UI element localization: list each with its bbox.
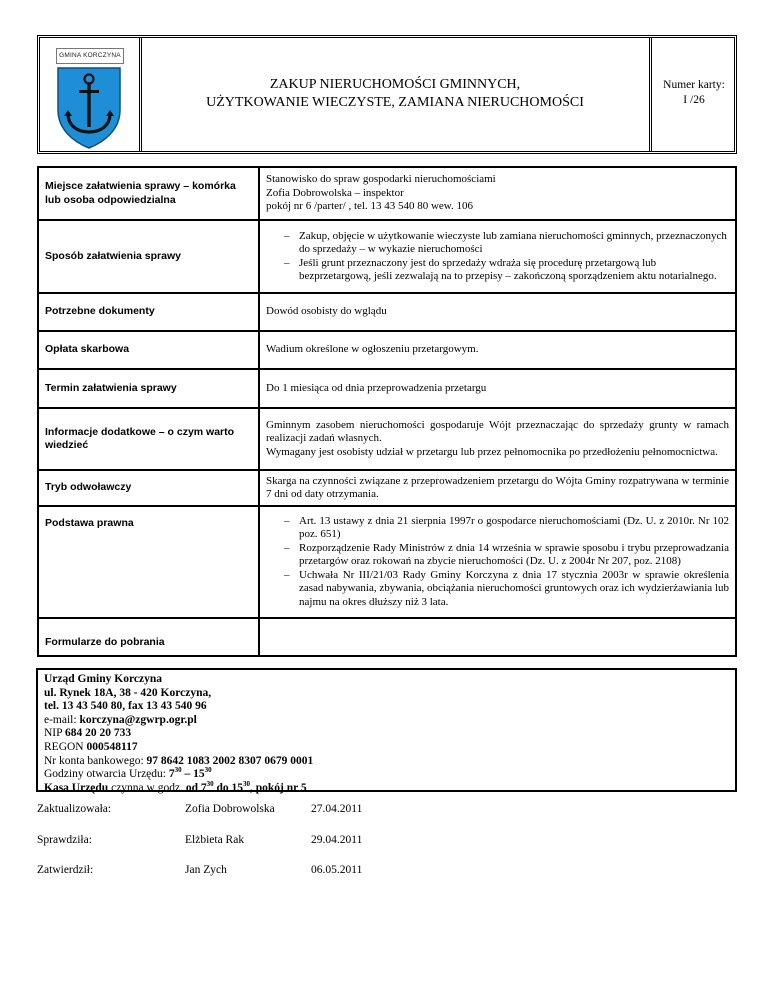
card-number-box [652,78,736,108]
value-oplata: Wadium określone w ogłoszeniu przetargowym. [259,331,736,369]
coat-of-arms-logo [52,66,126,150]
row-dokumenty [38,293,736,331]
value-informacje [259,408,736,470]
podstawa-item: – Rozporządzenie Rady Ministrów z dnia 14 września w sprawie sposobu i trybu przeprowadzania przetargów oraz rokowań na zbycie nieruchomości (Dz. U. z 2004r Nr 207, poz. 2108) [266,542,729,569]
office-hours [44,768,729,782]
label-miejsce: Miejsce załatwienia sprawy – komórka lub osoba odpowiedzialna [38,167,259,220]
footer-role: Sprawdziła: [37,834,92,846]
hours-dash: – [181,768,194,781]
value-tryb: Skarga na czynności związane z przeprowadzeniem przetargu do Wójta Gminy rozpatrywana w terminie 7 dni od daty otrzymania. [259,470,736,506]
sposob-item: – Jeśli grunt przeznaczony jest do sprzedaży wdraża się procedurę przetargową lub bezprzetargową, jeśli zezwalają na to przepisy – zakończoną sporządzeniem aktu notarialnego. [266,257,729,284]
sposob-item: – Zakup, objęcie w użytkowanie wieczyste lub zamiana nieruchomości gminnych, przeznaczonych do sprzedaży – w wykazie nieruchomości [266,230,729,257]
footer-date: 29.04.2011 [311,834,363,846]
cash-hours [44,779,729,796]
row-podstawa [38,506,736,618]
value-dokumenty: Dowód osobisty do wglądu [259,293,736,331]
informacje-line-1: Gminnym zasobem nieruchomości gospodaruje Wójt przeznaczając do sprzedaży grunty w ramach realizacji zadań własnych. [266,418,729,445]
hours-label: Godziny otwarcia Urzędu: [44,768,169,781]
nip-label: NIP [44,727,65,740]
footer-date: 06.05.2011 [311,864,363,876]
podstawa-item: – Uchwała Nr III/21/03 Rady Gminy Korczyna z dnia 17 stycznia 2003r w sprawie określenia zasad nabywania, zbywania, obciążania nieruchomości gruntowych oraz ich wydzierżawiania lub najmu na okres dłuższy niż 3 lata. [266,569,729,610]
row-informacje [38,408,736,470]
label-termin: Termin załatwienia sprawy [38,369,259,408]
footer-person: Jan Zych [185,864,227,876]
email-label: e-mail: [44,713,80,726]
regon-label: REGON [44,740,87,753]
hours-to: 15 [193,768,205,781]
card-number-label: Numer karty: [663,79,725,91]
footer-date: 27.04.2011 [311,803,363,815]
cash-od: od 7 [185,781,207,794]
cash-mid: czynna w godz. [108,781,186,794]
office-nip: 684 20 20 733 [64,727,132,740]
office-phone: tel. 13 43 540 80, fax 13 43 540 96 [44,700,207,713]
office-contact-box [36,668,737,792]
label-tryb: Tryb odwoławczy [38,470,259,506]
label-sposob: Sposób załatwienia sprawy [38,220,259,293]
label-podstawa: Podstawa prawna [38,506,259,618]
label-oplata: Opłata skarbowa [38,331,259,369]
podstawa-item: – Art. 13 ustawy z dnia 21 sierpnia 1997r o gospodarce nieruchomościami (Dz. U. z 2010r. Nr 102 poz. 651) [266,515,729,542]
office-address: ul. Rynek 18A, 38 - 420 Korczyna, [44,686,212,699]
office-regon: 000548117 [86,740,138,753]
card-number-value: I /26 [683,94,705,106]
miejsce-line-3: pokój nr 6 /parter/ , tel. 13 43 540 80 wew. 106 [266,200,474,213]
hours-from: 7 [168,768,175,781]
value-podstawa [259,506,736,618]
footer-role: Zatwierdził: [37,864,94,876]
logo-caption: GMINA KORCZYNA [56,48,124,64]
informacje-line-2: Wymagany jest osobisty udział w przetargu lub przez pełnomocnika po przedłożeniu pełnomocnictwa. [266,445,718,458]
footer-role: Zaktualizowała: [37,803,112,815]
title-line-2: UŻYTKOWANIE WIECZYSTE, ZAMIANA NIERUCHOMOŚCI [206,95,584,110]
cash-tail: , pokój nr 5 [250,781,307,794]
document-header [37,35,737,154]
office-name: Urząd Gminy Korczyna [44,673,162,685]
office-email-link[interactable]: korczyna@zgwrp.ogr.pl [79,713,197,726]
label-informacje: Informacje dodatkowe – o czym warto wiedzieć [38,408,259,470]
account-label: Nr konta bankowego: [44,754,147,767]
row-termin [38,369,736,408]
hours-to-sup: 30 [204,766,212,775]
value-formularze [259,618,736,656]
miejsce-line-1: Stanowisko do spraw gospodarki nieruchomościami [266,173,496,186]
office-account: 97 8642 1083 2002 8307 0679 0001 [146,754,314,767]
row-sposob [38,220,736,293]
hours-from-sup: 30 [174,766,182,775]
value-termin: Do 1 miesiąca od dnia przeprowadzenia przetargu [259,369,736,408]
miejsce-line-2: Zofia Dobrowolska – inspektor [266,186,404,199]
cash-label: Kasa Urzędu [44,781,109,794]
label-formularze: Formularze do pobrania [38,618,259,656]
row-oplata [38,331,736,369]
cash-do: do 15 [213,781,244,794]
info-table [37,166,737,657]
label-dokumenty: Potrzebne dokumenty [38,293,259,331]
cash-do-sup: 30 [243,779,251,788]
title-line-1: ZAKUP NIERUCHOMOŚCI GMINNYCH, [269,77,521,92]
value-sposob [259,220,736,293]
row-miejsce [38,167,736,220]
value-miejsce [259,167,736,220]
document-title [145,76,645,112]
row-tryb [38,470,736,506]
footer-person: Zofia Dobrowolska [185,803,275,815]
footer-person: Elżbieta Rak [185,834,245,846]
row-formularze [38,618,736,656]
cash-od-sup: 30 [206,779,214,788]
